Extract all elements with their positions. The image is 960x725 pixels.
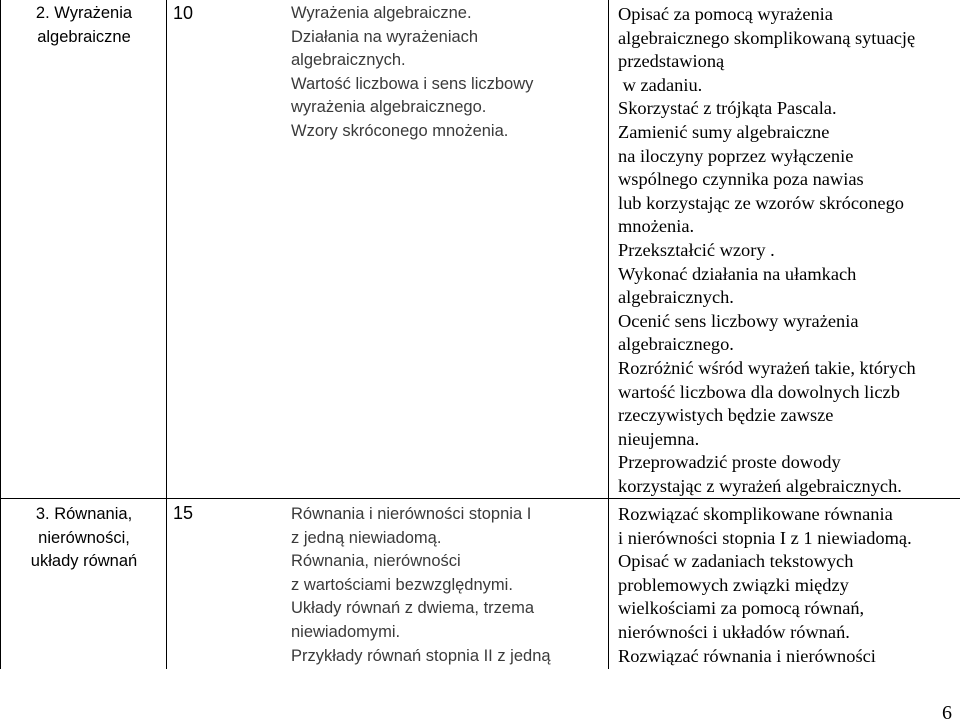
content-line: Przykłady równań stopnia II z jedną xyxy=(291,646,551,665)
row-2-topic xyxy=(4,503,164,574)
requirement-line: i nierówności stopnia I z 1 niewiadomą. xyxy=(618,527,912,548)
requirement-line: wartość liczbowa dla dowolnych liczb xyxy=(618,381,900,402)
content-line: Równania, nierówności xyxy=(291,552,461,571)
requirement-line: Przekształcić wzory . xyxy=(618,239,775,260)
content-line: algebraicznych. xyxy=(291,51,406,70)
row-1-content xyxy=(291,2,605,144)
row-2-hours: 15 xyxy=(173,503,194,523)
requirement-line: Rozwiązać skomplikowane równania xyxy=(618,504,893,524)
column-divider-2 xyxy=(608,0,609,669)
requirement-line: Wykonać działania na ułamkach xyxy=(618,263,857,284)
requirement-line: w zadaniu. xyxy=(618,74,703,95)
content-line: z jedną niewiadomą. xyxy=(291,528,442,547)
requirement-line: nierówności i układów równań. xyxy=(618,621,850,642)
requirement-line: Skorzystać z trójkąta Pascala. xyxy=(618,98,837,119)
row-2-content xyxy=(291,503,605,668)
requirement-line: mnożenia. xyxy=(618,216,695,237)
requirement-line: rzeczywistych będzie zawsze xyxy=(618,405,834,426)
table-border-left xyxy=(0,0,1,669)
requirement-line: korzystając z wyrażeń algebraicznych. xyxy=(618,475,902,496)
content-line: wyrażenia algebraicznego. xyxy=(291,98,487,117)
content-line: Równania i nierówności stopnia I xyxy=(291,505,532,523)
requirement-line: Przeprowadzić proste dowody xyxy=(618,452,841,473)
requirement-line: wspólnego czynnika poza nawias xyxy=(618,169,864,190)
requirement-line: Ocenić sens liczbowy wyrażenia xyxy=(618,310,859,331)
requirement-line: Rozwiązać równania i nierówności xyxy=(618,645,876,666)
requirement-line: wielkościami za pomocą równań, xyxy=(618,598,865,619)
requirement-line: Rozróżnić wśród wyrażeń takie, których xyxy=(618,357,916,378)
row-1-hours: 10 xyxy=(173,3,194,23)
requirement-line: na iloczyny poprzez wyłączenie xyxy=(618,145,854,166)
row-1-requirements xyxy=(618,3,960,498)
topic-line: układy równań xyxy=(30,552,138,571)
content-line: Wartość liczbowa i sens liczbowy xyxy=(291,74,534,93)
page-number: 6 xyxy=(942,702,952,724)
content-line: Działania na wyrażeniach xyxy=(291,27,479,46)
requirement-line: Zamienić sumy algebraiczne xyxy=(618,121,830,142)
topic-line: 2. Wyrażenia xyxy=(35,4,133,22)
content-line: Wyrażenia algebraiczne. xyxy=(291,4,472,22)
topic-line: algebraiczne xyxy=(37,27,131,46)
requirement-line: algebraicznego. xyxy=(618,334,734,355)
requirement-line: lub korzystając ze wzorów skróconego xyxy=(618,192,904,213)
column-divider-1 xyxy=(166,0,167,669)
topic-line: 3. Równania, xyxy=(35,505,133,523)
requirement-line: przedstawioną xyxy=(618,51,725,72)
row-2-requirements xyxy=(618,503,960,668)
requirement-line: problemowych związki między xyxy=(618,574,849,595)
content-line: Układy równań z dwiema, trzema xyxy=(291,599,535,618)
requirement-line: algebraicznego skomplikowaną sytuację xyxy=(618,27,916,48)
requirement-line: nieujemna. xyxy=(618,428,700,449)
requirement-line: Opisać w zadaniach tekstowych xyxy=(618,551,854,572)
requirement-line: algebraicznych. xyxy=(618,287,734,308)
topic-line: nierówności, xyxy=(38,528,130,547)
row-1-topic xyxy=(4,2,164,49)
content-line: z wartościami bezwzględnymi. xyxy=(291,575,513,594)
content-line: niewiadomymi. xyxy=(291,622,401,641)
requirement-line: Opisać za pomocą wyrażenia xyxy=(618,4,833,24)
content-line: Wzory skróconego mnożenia. xyxy=(291,121,509,140)
